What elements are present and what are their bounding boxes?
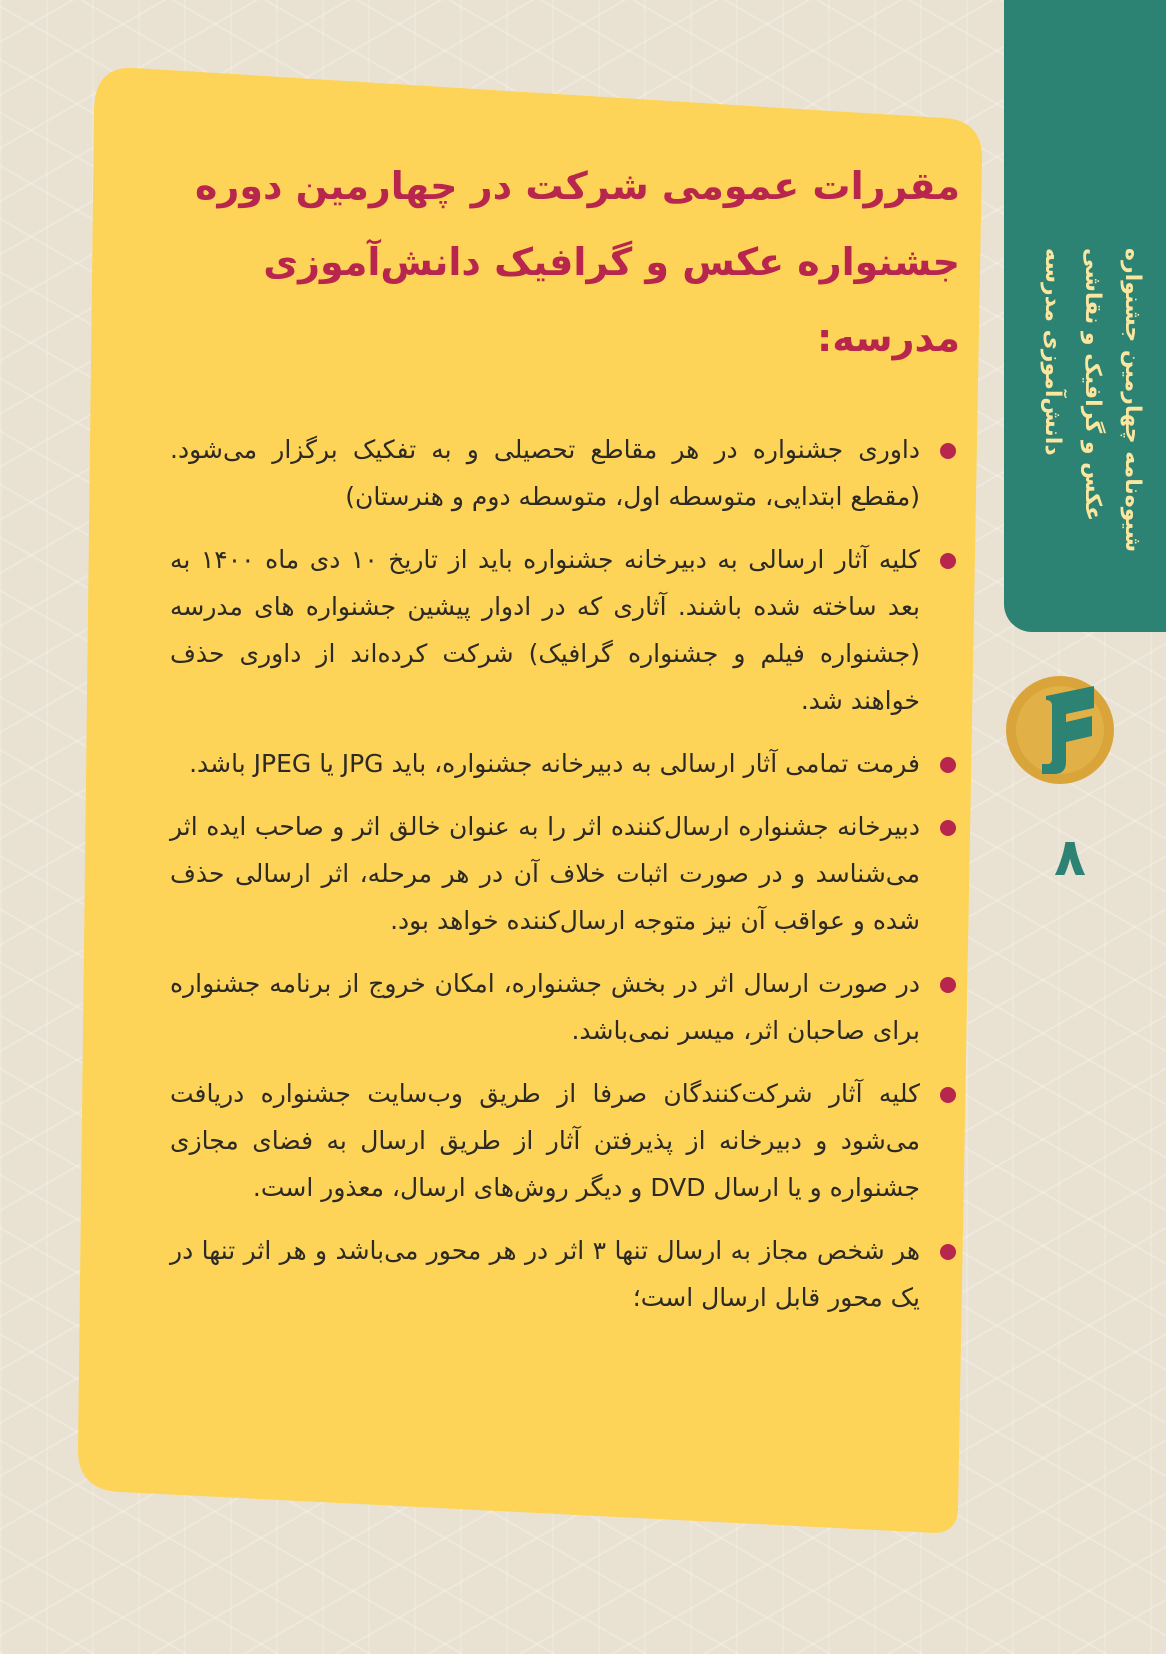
page-number: ۸ [1054, 828, 1086, 888]
madrese-logo-icon [1002, 670, 1122, 790]
list-item [170, 426, 960, 520]
list-item [170, 803, 960, 944]
rule-text: داوری جشنواره در هر مقاطع تحصیلی و به تفکیک برگزار می‌شود. (مقطع ابتدایی، متوسطه اول، متوسطه دوم و هنرستان) [170, 435, 920, 511]
side-tab-line-2: عکس و گرافیک و نقاشی [1080, 248, 1105, 522]
rule-text: دبیرخانه جشنواره ارسال‌کننده اثر را به عنوان خالق اثر و صاحب ایده اثر می‌شناسد و در صورت اثبات خلاف آن در هر مرحله، اثر ارسالی حذف شده و عواقب آن نیز متوجه ارسال‌کننده خواهد بود. [170, 812, 920, 935]
bullet-icon [940, 1087, 956, 1103]
rule-text: در صورت ارسال اثر در بخش جشنواره، امکان خروج از برنامه جشنواره برای صاحبان اثر، میسر نمی‌باشد. [170, 969, 920, 1045]
bullet-icon [940, 820, 956, 836]
title-line-1: مقررات عمومی شرکت در چهارمین دوره [195, 164, 960, 208]
bullet-icon [940, 443, 956, 459]
list-item [170, 960, 960, 1054]
bullet-icon [940, 757, 956, 773]
side-tab-line-3: دانش‌آموزی مدرسه [1040, 248, 1065, 456]
title-line-2: جشنواره عکس و گرافیک دانش‌آموزی مدرسه: [263, 240, 960, 360]
rule-text: فرمت تمامی آثار ارسالی به دبیرخانه جشنواره، باید JPG یا JPEG باشد. [189, 749, 920, 778]
list-item [170, 1227, 960, 1321]
side-tab-title [1020, 248, 1152, 618]
rules-content [170, 148, 960, 1337]
list-item [170, 536, 960, 724]
rule-text: هر شخص مجاز به ارسال تنها ۳ اثر در هر محور می‌باشد و هر اثر تنها در یک محور قابل ارسال است؛ [170, 1236, 920, 1312]
list-item [170, 740, 960, 787]
list-item [170, 1070, 960, 1211]
rule-text: کلیه آثار شرکت‌کنندگان صرفا از طریق وب‌سایت جشنواره دریافت می‌شود و دبیرخانه از پذیرفتن آثار از طریق ارسال به فضای مجازی جشنواره و یا ارسال DVD و دیگر روش‌های ارسال، معذور است. [170, 1079, 920, 1202]
bullet-icon [940, 1244, 956, 1260]
page-title [170, 148, 960, 376]
rule-text: کلیه آثار ارسالی به دبیرخانه جشنواره باید از تاریخ ۱۰ دی ماه ۱۴۰۰ به بعد ساخته شده باشند. آثاری که در ادوار پیشین جشنواره های مدرسه (جشنواره فیلم و جشنواره گرافیک) شرکت کرده‌اند از داوری حذف خواهند شد. [170, 545, 920, 715]
bullet-icon [940, 553, 956, 569]
bullet-icon [940, 977, 956, 993]
side-tab-line-1: شیوه‌نامه چهارمین جشنواره [1120, 248, 1145, 553]
rules-list [170, 426, 960, 1321]
